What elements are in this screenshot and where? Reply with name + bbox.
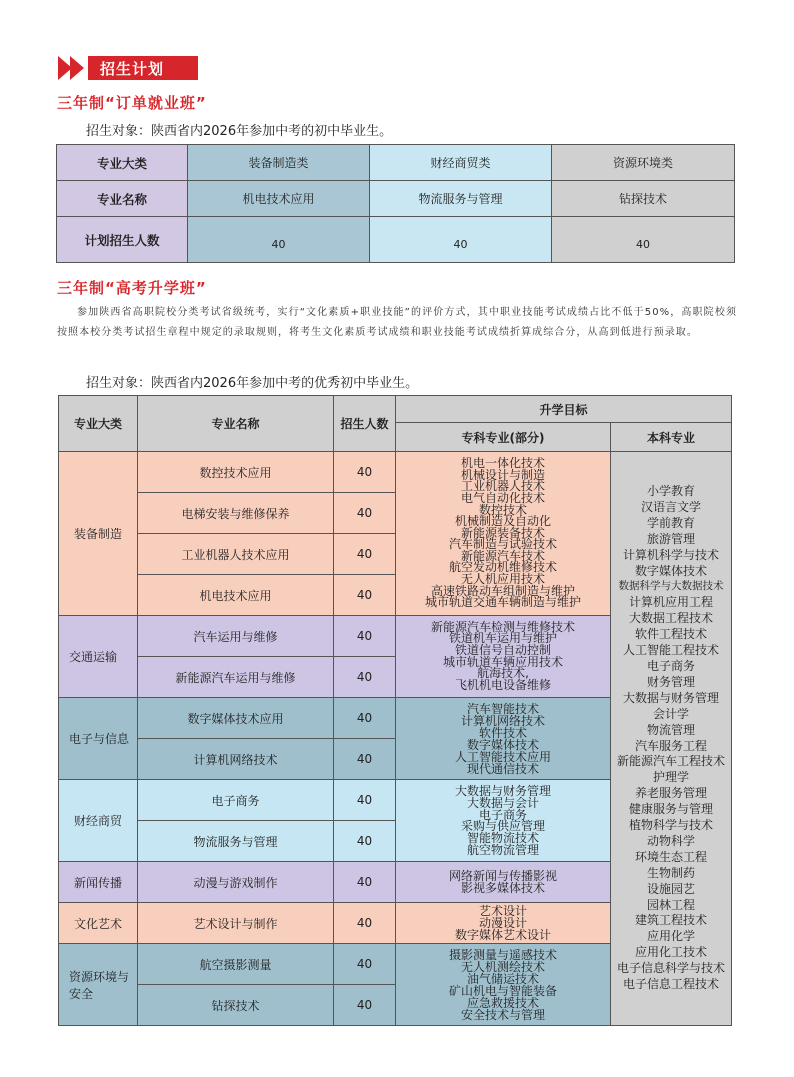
list-item: 软件工程技术 (635, 627, 708, 642)
list-item: 工业机器人技术 (460, 479, 545, 494)
major-cell: 物流服务与管理 (138, 821, 334, 862)
list-item: 机械设计与制造 (460, 467, 545, 482)
section2-title: 三年制“高考升学班” (57, 279, 207, 297)
header-count: 招生人数 (334, 396, 396, 452)
list-item: 计算机科学与技术 (623, 547, 720, 562)
count-cell: 40 (334, 616, 396, 657)
list-item: 油气储运技术 (466, 971, 539, 986)
list-item: 建筑工程技术 (635, 913, 708, 928)
list-item: 数字媒体技术 (466, 737, 539, 752)
list-item: 无人机应用技术 (460, 572, 545, 587)
row-header: 专业大类 (57, 145, 188, 181)
college-majors-cell (396, 944, 611, 1026)
list-item: 财务管理 (647, 674, 696, 689)
header-category: 专业大类 (59, 396, 138, 452)
category-cell: 电子与信息 (59, 698, 138, 780)
count-cell: 40 (334, 985, 396, 1026)
list-item: 设施园艺 (647, 881, 696, 896)
list-item: 汉语言文学 (641, 499, 702, 514)
list-item: 城市轨道车辆应用技术 (442, 654, 563, 669)
list-item: 网络新闻与传播影视 (448, 869, 557, 883)
list-item: 人工智能技术应用 (454, 749, 551, 764)
list-item: 采购与供应管理 (460, 818, 545, 833)
list-item: 电气自动化技术 (460, 490, 545, 505)
major-cell: 动漫与游戏制作 (138, 862, 334, 903)
section-banner (58, 56, 198, 80)
section2-target: 招生对象：陕西省内2026年参加中考的优秀初中毕业生。 (86, 376, 419, 391)
list-item: 新能源汽车工程技术 (617, 754, 726, 769)
list-item: 养老服务管理 (635, 786, 708, 801)
list-item: 数据科学与大数据技术 (618, 580, 724, 593)
count-cell: 40 (334, 698, 396, 739)
major-cell: 钻探技术 (138, 985, 334, 1026)
list-item: 动漫设计 (478, 916, 527, 930)
count-cell: 40 (334, 575, 396, 616)
major-cell: 新能源汽车运用与维修 (138, 657, 334, 698)
category-cell: 财经商贸 (59, 780, 138, 862)
major-cell: 数控技术应用 (138, 452, 334, 493)
list-item: 航空物流管理 (466, 843, 539, 858)
list-item: 计算机应用工程 (629, 595, 714, 610)
list-item: 植物科学与技术 (629, 818, 714, 833)
list-item: 智能物流技术 (466, 830, 539, 845)
table-cell: 装备制造类 (188, 145, 370, 181)
list-item: 安全技术与管理 (460, 1007, 545, 1022)
list-item: 数字媒体艺术设计 (454, 928, 551, 942)
list-item: 电子商务 (647, 658, 696, 673)
table-cell: 物流服务与管理 (370, 181, 552, 217)
major-cell: 电梯安装与维修保养 (138, 493, 334, 534)
chevron-icon (70, 56, 84, 80)
college-majors-cell (396, 903, 611, 944)
category-cell: 装备制造 (59, 452, 138, 616)
list-item: 会计学 (653, 706, 690, 721)
list-item: 园林工程 (647, 897, 696, 912)
list-item: 艺术设计 (478, 904, 527, 918)
list-item: 健康服务与管理 (629, 802, 714, 817)
list-item: 电子信息工程技术 (623, 977, 720, 992)
list-item: 航海技术, (477, 666, 529, 681)
list-item: 大数据与会计 (466, 795, 539, 810)
exam-class-table (58, 395, 732, 1026)
section2-description: 参加陕西省高职院校分类考试省级统考，实行“文化素质+职业技能”的评价方式，其中职业技能考试成绩占比不低于50%，高职院校须按照本校分类考试招生章程中规定的录取规则，将考生文化素质考试成绩和职业技能考试成绩折算成综合分，从高到低进行预录取。 (57, 307, 737, 338)
count-cell: 40 (334, 944, 396, 985)
list-item: 矿山机电与智能装备 (448, 983, 557, 998)
list-item: 汽车智能技术 (466, 701, 539, 716)
major-cell: 汽车运用与维修 (138, 616, 334, 657)
list-item: 应急救援技术 (466, 995, 539, 1010)
row-header: 专业名称 (57, 181, 188, 217)
table-cell: 40 (370, 217, 552, 263)
list-item: 高速铁路动车组制造与维护 (430, 583, 575, 598)
college-majors-cell (396, 698, 611, 780)
major-cell: 电子商务 (138, 780, 334, 821)
college-majors-cell (396, 452, 611, 616)
list-item: 应用化学 (647, 929, 696, 944)
count-cell: 40 (334, 903, 396, 944)
table-cell: 钻探技术 (552, 181, 735, 217)
count-cell: 40 (334, 821, 396, 862)
list-item: 汽车制造与试验技术 (448, 537, 557, 552)
list-item: 飞机机电设备维修 (454, 677, 551, 692)
order-class-table (56, 144, 735, 263)
list-item: 航空发动机维修技术 (448, 560, 557, 575)
list-item: 应用化工技术 (635, 945, 708, 960)
list-item: 小学教育 (647, 484, 696, 498)
bachelor-majors-cell (611, 452, 732, 1026)
header-major: 专业名称 (138, 396, 334, 452)
list-item: 汽车服务工程 (635, 738, 708, 753)
table-cell: 机电技术应用 (188, 181, 370, 217)
list-item: 生物制药 (647, 865, 696, 880)
list-item: 新能源汽车技术 (460, 548, 545, 563)
list-item: 数字媒体技术 (635, 563, 708, 578)
section1-title: 三年制“订单就业班” (57, 94, 207, 112)
count-cell: 40 (334, 862, 396, 903)
table-cell: 40 (188, 217, 370, 263)
category-cell: 新闻传播 (59, 862, 138, 903)
list-item: 大数据与财务管理 (454, 783, 551, 798)
college-majors-cell (396, 862, 611, 903)
count-cell: 40 (334, 780, 396, 821)
list-item: 物流管理 (647, 722, 696, 737)
major-cell: 航空摄影测量 (138, 944, 334, 985)
list-item: 环境生态工程 (635, 849, 708, 864)
header-bachelor: 本科专业 (611, 423, 732, 452)
count-cell: 40 (334, 534, 396, 575)
list-item: 摄影测量与遥感技术 (448, 947, 557, 962)
count-cell: 40 (334, 493, 396, 534)
list-item: 电子信息科学与技术 (617, 961, 726, 976)
college-majors-cell (396, 616, 611, 698)
major-cell: 数字媒体技术应用 (138, 698, 334, 739)
list-item: 动物科学 (647, 833, 696, 848)
list-item: 护理学 (653, 770, 690, 785)
count-cell: 40 (334, 657, 396, 698)
header-college: 专科专业(部分) (396, 423, 611, 452)
list-item: 城市轨道交通车辆制造与维护 (424, 595, 581, 610)
major-cell: 计算机网络技术 (138, 739, 334, 780)
category-cell: 交通运输 (59, 616, 138, 698)
college-majors-cell (396, 780, 611, 862)
table-cell: 资源环境类 (552, 145, 735, 181)
banner-label: 招生计划 (100, 60, 165, 78)
major-cell: 机电技术应用 (138, 575, 334, 616)
count-cell: 40 (334, 452, 396, 493)
table-cell: 财经商贸类 (370, 145, 552, 181)
section1-target: 招生对象：陕西省内2026年参加中考的初中毕业生。 (86, 124, 393, 139)
list-item: 大数据与财务管理 (623, 690, 720, 705)
header-goal: 升学目标 (396, 396, 732, 423)
list-item: 机械制造及自动化 (454, 514, 551, 529)
list-item: 计算机网络技术 (460, 713, 545, 728)
list-item: 电子商务 (478, 807, 527, 822)
count-cell: 40 (334, 739, 396, 780)
list-item: 学前教育 (647, 515, 696, 530)
list-item: 数控技术 (478, 502, 527, 517)
list-item: 机电一体化技术 (460, 456, 545, 471)
list-item: 铁道信号自动控制 (454, 642, 551, 657)
list-item: 影视多媒体技术 (460, 881, 545, 895)
list-item: 大数据工程技术 (629, 611, 714, 626)
row-header: 计划招生人数 (57, 217, 188, 263)
list-item: 软件技术 (478, 725, 527, 740)
list-item: 新能源汽车检测与维修技术 (430, 619, 575, 634)
category-cell: 文化艺术 (59, 903, 138, 944)
list-item: 旅游管理 (647, 531, 696, 546)
table-cell: 40 (552, 217, 735, 263)
major-cell: 工业机器人技术应用 (138, 534, 334, 575)
list-item: 现代通信技术 (466, 761, 539, 776)
list-item: 人工智能工程技术 (623, 643, 720, 658)
major-cell: 艺术设计与制作 (138, 903, 334, 944)
list-item: 新能源装备技术 (460, 525, 545, 540)
list-item: 无人机测绘技术 (460, 959, 545, 974)
category-cell: 资源环境与安全 (59, 944, 138, 1026)
list-item: 铁道机车运用与维护 (448, 631, 557, 646)
